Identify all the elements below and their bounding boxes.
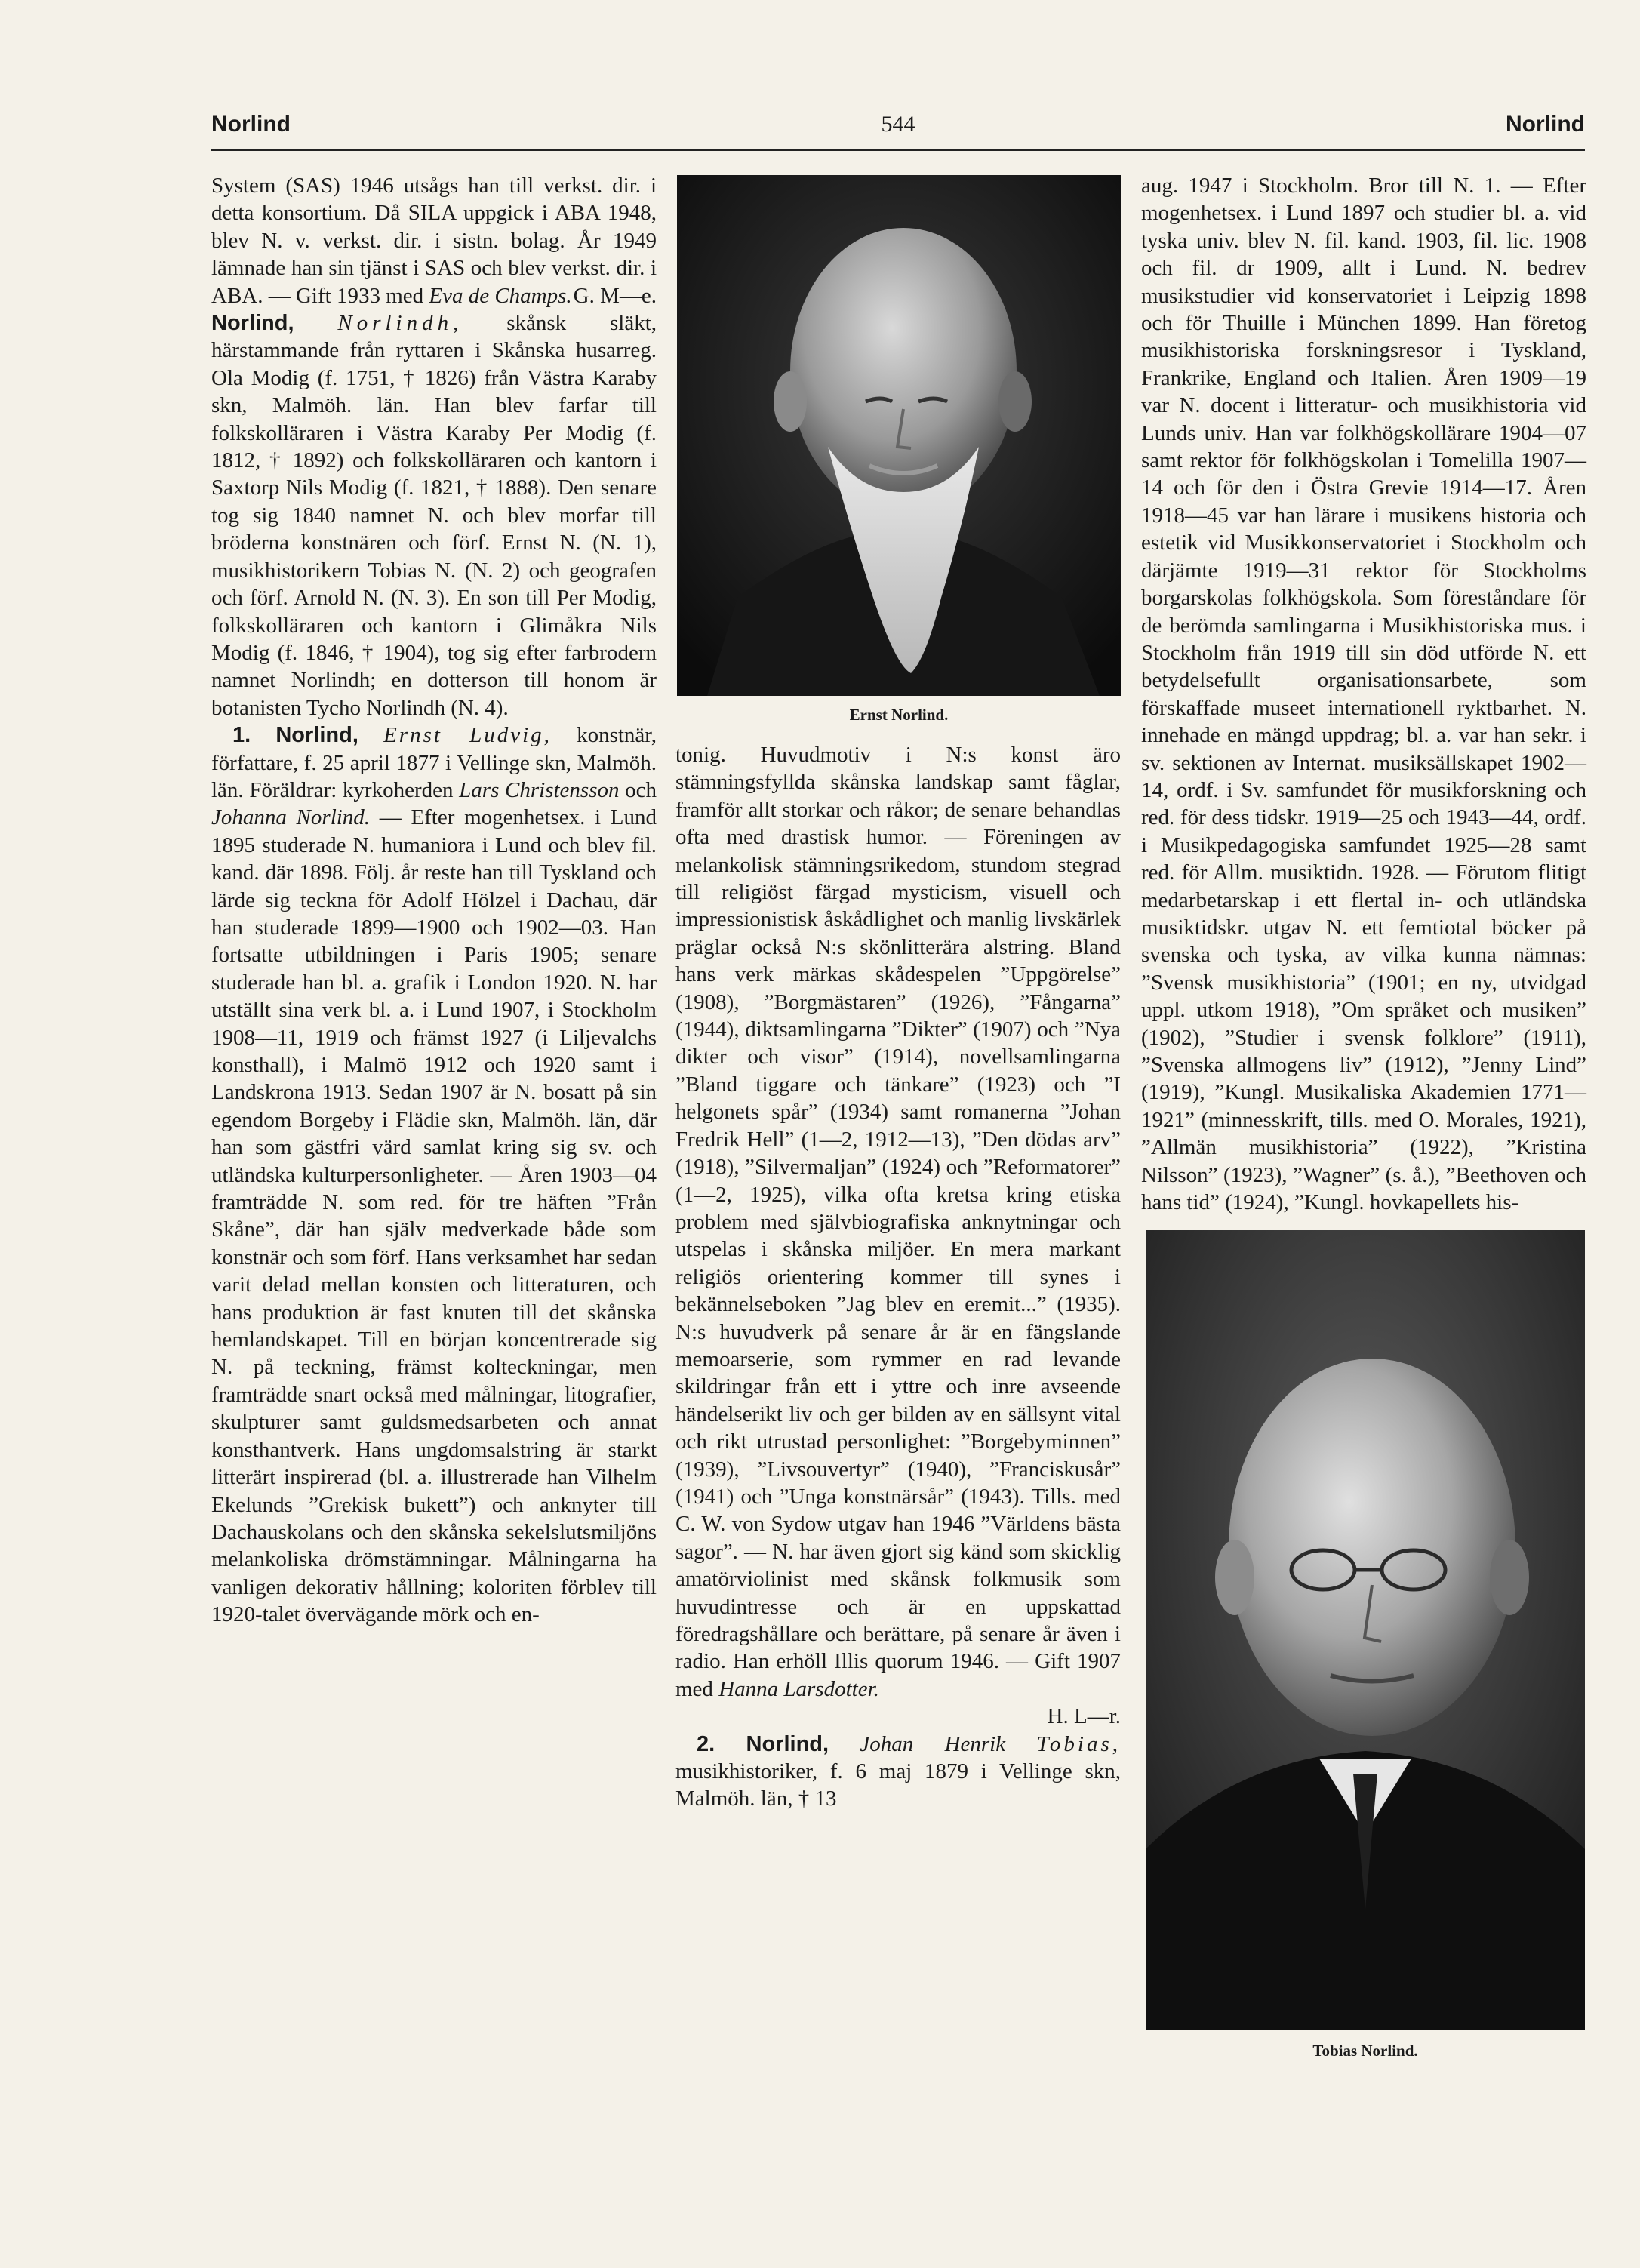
ernst-caption: Ernst Norlind. [849, 706, 949, 724]
tobias-continuation [1141, 172, 1586, 1216]
family-headword: Norlind, [211, 311, 294, 336]
ernst-and: och [625, 777, 657, 802]
column-3 [1141, 172, 1586, 1216]
column-1 [211, 172, 657, 1629]
ernst-signature: H. L—r. [1047, 1704, 1121, 1729]
tobias-number: 2. [697, 1731, 715, 1756]
intro-spouse: Eva de Champs. [429, 283, 572, 308]
running-head-right: Norlind [1506, 112, 1585, 137]
ernst-text-2: — Efter mogenhetsex. i Lund 1895 studerade N. humaniora i Lund och blev fil. kand. där 1898. Följ. år reste han till Tyskland och lärde sig teckna för Adolf Hölzel i Dachau, där han studerade 1899—1900 och 1902—03. Han fortsatte utbildningen i Paris 1905; senare studerade han bl. a. grafik i London 1920. N. har utställt sina verk bl. a. i Lund 1907, i Stockholm 1908—11, 1919 och främst 1927 (i Liljevalchs konsthall), i Malmö 1912 och 1920 samt i Landskrona 1913. Sedan 1907 är N. bosatt på sin egendom Borgeby i Flädie skn, Malmöh. län, där han som gästfri värd samlat kring sig sv. och utländska kulturpersonligheter. — Åren 1903—04 framträdde N. som red. för tre häften ”Från Skåne”, där han själv medverkade både som konstnär och som förf. Hans verksamhet har sedan varit delad mellan konsten och litteraturen, och hans produktion är fast knuten till det skånska hemlandskapet. Till en början koncentrerade sig N. på teckning, främst kolteckningar, men framträdde snart också med målningar, litografier, skulpturer samt guldsmedsarbeten och annat konsthantverk. Hans ungdomsalstring är starkt litterärt inspirerad (bl. a. illustrerade han Vilhelm Ekelunds ”Grekisk bukett”) och anknyter till Dachauskolans och den skånska sekelslutsmiljöns melankoliska drömstämningar. Målningarna ha vanligen dekorativ hållning; koloriten förblev till 1920-talet övervägande mörk och en- [211, 805, 657, 1627]
ernst-name: Ernst Ludvig, [383, 723, 552, 748]
intro-text: System (SAS) 1946 utsågs han till verkst. dir. i detta konsortium. Då SILA uppgick i ABA 1948, blev N. v. verkst. dir. i sistn. bolag. År 1949 lämnade han sin tjänst i SAS och blev verkst. dir. i ABA. — Gift 1933 med [211, 174, 657, 308]
ernst-text-1: konstnär, författare, f. 25 april 1877 i Vellinge skn, Malmöh. län. Föräldrar: kyrkoherden [211, 723, 657, 802]
intro-paragraph [211, 172, 657, 309]
intro-signature: G. M—e. [573, 283, 657, 308]
tobias-paragraph [675, 1731, 1121, 1813]
tobias-name-2: Tobias, [1036, 1731, 1122, 1756]
ernst-number: 1. [232, 723, 251, 748]
ernst-paragraph [211, 722, 657, 1628]
tobias-text: musikhistoriker, f. 6 maj 1879 i Vellinge skn, Malmöh. län, † 13 [675, 1759, 1121, 1811]
tobias-portrait-drawing [1146, 1230, 1585, 2030]
running-head-left: Norlind [211, 112, 291, 137]
ernst-norlind-portrait [677, 175, 1121, 696]
tobias-headword: Norlind, [746, 1731, 829, 1756]
ernst-continuation [675, 741, 1121, 1731]
tobias-caption: Tobias Norlind. [1312, 2042, 1418, 2060]
ernst-spouse: Hanna Larsdotter. [718, 1676, 879, 1701]
ernst-parent-2: Johanna Norlind. [211, 805, 371, 830]
col3-text: aug. 1947 i Stockholm. Bror till N. 1. — Efter mogenhetsex. i Lund 1897 och studier bl. a. vid tyska univ. blev N. fil. kand. 1903, fil. lic. 1908 och fil. dr 1909, allt i Lund. N. bedrev musikstudier vid konservatoriet i Leipzig 1898 och för Thuille i München 1899. Han företog musikhistoriska forskningsresor i Tyskland, Frankrike, England och Italien. Åren 1909—19 var N. docent i litteratur- och musikhistoria vid Lunds univ. Han var folkhögskollärare 1904—07 samt rektor för folkhögskolan i Tomelilla 1907—14 och för den i Östra Grevie 1914—17. Åren 1918—45 var han lärare i musikens historia och estetik vid Musikkonservatoriet i Stockholm och därjämte 1919—31 rektor för Stockholms borgarskolas folkhögskola. Som föreståndare för de berömda samlingarna i Musikhistoriska mus. i Stockholm från 1919 till sin död utförde N. ett betydelsefullt organisationsarbete, som förskaffade museet internationell ryktbarhet. N. innehade en mängd uppdrag; bl. a. var han sekr. i sv. sektionen av Internat. musiksällskapet 1902—14, ordf. i Sv. samfundet för musikforskning och red. för dess tidskr. 1919—25 och 1943—44, ordf. i Musikpedagogiska samfundet 1925—28 samt red. för Allm. musiktidn. 1928. — Förutom flitigt medarbetarskap i ett flertal in- och utländska musiktidskr. utgav N. ett femtiotal böcker på svenska och tyska, av vilka kunna nämnas: ”Svensk musikhistoria” (1901; en ny, utvidgad uppl. utkom 1918), ”Om språket och musiken” (1902), ”Studier i svensk folklore” (1911), ”Svenska allmogens liv” (1912), ”Jenny Lind” (1919), ”Kungl. Musikaliska Akademien 1771—1921” (minnesskrift, tills. med O. Morales, 1921), ”Allmän musikhistoria” (1922), ”Kristina Nilsson” (1923), ”Wagner” (s. å.), ”Beethoven och hans tid” (1924), ”Kungl. hovkapellets his- [1141, 174, 1586, 1215]
family-name: Norlindh, [337, 311, 463, 336]
ernst-parent-1: Lars Christensson [459, 777, 620, 802]
header-rule [211, 149, 1585, 151]
ernst-portrait-drawing [677, 175, 1121, 696]
page-number: 544 [881, 112, 915, 137]
ernst-headword: Norlind, [275, 723, 358, 748]
page-header [211, 112, 1585, 149]
tobias-name-1: Johan Henrik [860, 1731, 1006, 1756]
family-paragraph [211, 309, 657, 722]
column-2 [675, 741, 1121, 1813]
family-text: skånsk släkt, härstammande från ryttaren i Skånska husarreg. Ola Modig (f. 1751, † 1826) från Västra Karaby skn, Malmöh. län. Han blev farfar till folkskolläraren i Västra Karaby Per Modig (f. 1812, † 1892) och folkskolläraren och kantorn i Saxtorp Nils Modig (f. 1821, † 1888). Den senare tog sig 1840 namnet N. och blev morfar till bröderna konstnären och förf. Ernst N. (N. 1), musikhistorikern Tobias N. (N. 2) och geografen och förf. Arnold N. (N. 3). En son till Per Modig, folkskolläraren och kantorn i Glimåkra Nils Modig (f. 1846, † 1904), tog sig efter farbrodern namnet Norlindh; en dotterson till honom är botanisten Tycho Norlindh (N. 4). [211, 311, 657, 720]
tobias-norlind-portrait [1146, 1230, 1585, 2030]
col2-text: tonig. Huvudmotiv i N:s konst äro stämningsfyllda skånska landskap samt fåglar, framför allt storkar och råkor; de senare behandlas ofta med drastisk humor. — Föreningen av melankolisk stämningsrikedom, stundom stegrad till religiöst färgad mysticism, visuell och impressionistisk åskådlighet och manlig livskärlek präglar också N:s skönlitterära alstring. Bland hans verk märkas skådespelen ”Uppgörelse” (1908), ”Borgmästaren” (1926), ”Fångarna” (1944), diktsamlingarna ”Dikter” (1907) och ”Nya dikter och visor” (1914), novellsamlingarna ”Bland tiggare och tänkare” (1923) och ”I helgonets spår” (1934) samt romanerna ”Johan Fredrik Hell” (1—2, 1912—13), ”Den dödas arv” (1918), ”Silvermaljan” (1924) och ”Reformatorer” (1—2, 1925), vilka ofta kretsa kring etiska problem med självbiografiska anknytningar och utspelas i skånska miljöer. En mera markant religiös orientering kommer till synes i bekännelseboken ”Jag blev en eremit...” (1935). N:s huvudverk på senare år är en fängslande memoarserie, som rymmer en rad levande skildringar från ett i yttre och inre avseende händelserikt liv och ger bilden av en sällsynt vital och rikt utrustad personlighet: ”Borgebyminnen” (1939), ”Livsouvertyr” (1940), ”Franciskusår” (1941) och ”Unga konstnärsår” (1943). Tills. med C. W. von Sydow utgav han 1946 ”Världens bästa sagor”. — N. har även gjort sig känd som skicklig amatörviolinist med skånsk folkmusik som huvudintresse och är en uppskattad föredragshållare och berättare, på senare år även i radio. Han erhöll Illis quorum 1946. — Gift 1907 med [675, 743, 1121, 1701]
